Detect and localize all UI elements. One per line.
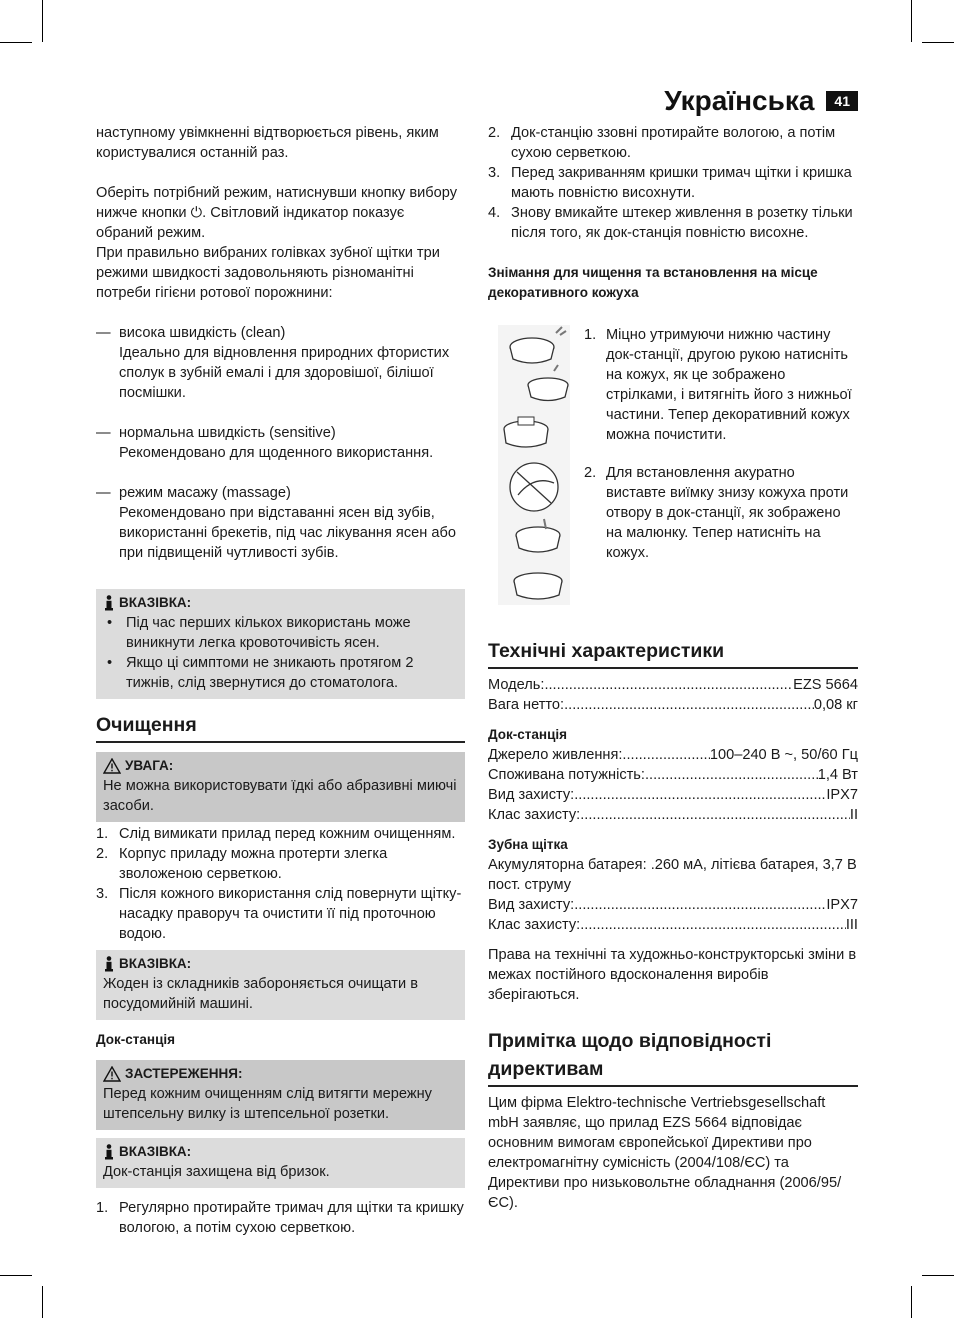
dash-marker: —	[96, 325, 111, 341]
right-column	[488, 123, 858, 1213]
caution-box	[96, 1060, 465, 1130]
left-column	[96, 123, 465, 1238]
note-title: ВКАЗІВКА:	[119, 1144, 192, 1159]
crop-mark	[42, 0, 43, 42]
mode-name: висока швидкість (clean)	[119, 325, 286, 341]
mode-item	[96, 323, 465, 403]
note-box	[96, 589, 465, 699]
note-title: ВКАЗІВКА:	[119, 595, 192, 610]
spec-row: Клас захисту: ..... III	[488, 915, 858, 935]
page-header	[664, 84, 858, 118]
warning-triangle-icon	[103, 1066, 121, 1082]
spec-row: Вид захисту: ..... IPX7	[488, 785, 858, 805]
spec-row: Споживана потужність: ..... 1,4 Вт	[488, 765, 858, 785]
caution-title: ЗАСТЕРЕЖЕННЯ:	[125, 1066, 243, 1081]
list-item: 1. Слід вимикати прилад перед кожним очищенням.	[96, 826, 456, 842]
cover-instructions	[488, 325, 858, 605]
crop-mark	[911, 1286, 912, 1318]
section-heading-cleaning: Очищення	[96, 711, 465, 743]
note-title: ВКАЗІВКА:	[119, 956, 192, 971]
subheading-dock-specs: Док-станція	[488, 727, 567, 742]
mode-item	[96, 483, 465, 563]
subheading-cover: Знімання для чищення та встановлення на місце декоративного кожуха	[488, 265, 818, 300]
spec-row: Вага нетто: ..... 0,08 кг	[488, 695, 858, 715]
list-item: 2. Док-станцію ззовні протирайте вологою, а потім сухою серветкою.	[488, 125, 836, 161]
mode-name: режим масажу (massage)	[119, 485, 291, 501]
mode-name: нормальна швидкість (sensitive)	[119, 425, 336, 441]
warning-triangle-icon	[103, 758, 121, 774]
info-icon	[103, 1144, 115, 1160]
spec-row: Клас захисту: ..... II	[488, 805, 858, 825]
list-item: 3. Після кожного використання слід повернути щітку-насадку праворуч та очистити її під проточною водою.	[96, 886, 462, 942]
subheading-dock: Док-станція	[96, 1032, 175, 1047]
info-icon	[103, 956, 115, 972]
list-item: 4. Знову вмикайте штекер живлення в розетку тільки після того, як док-станція повністю висохне.	[488, 205, 853, 241]
warning-title: УВАГА:	[125, 758, 174, 773]
section-heading-compliance: Примітка щодо відповідності директивам	[488, 1027, 858, 1087]
crop-mark	[922, 1275, 954, 1276]
spec-row: Вид захисту: ..... IPX7	[488, 895, 858, 915]
list-item: 2. Корпус приладу можна протерти злегка зволоженою серветкою.	[96, 846, 388, 882]
dash-marker: —	[96, 485, 111, 501]
note-text: Жоден із складників забороняється очищати в посудомийній машині.	[103, 976, 418, 1012]
caution-text: Перед кожним очищенням слід витягти мережну штепсельну вилку із штепсельної розетки.	[103, 1086, 432, 1122]
mode-desc: Ідеально для відновлення природних фтористих сполук в зубній емалі і для здоровішої, білішої посмішки.	[119, 345, 450, 401]
crop-mark	[42, 1286, 43, 1318]
warning-text: Не можна використовувати їдкі або абразивні миючі засоби.	[103, 778, 457, 814]
mode-item	[96, 423, 465, 463]
compliance-paragraph: Цим фірма Elektro-technische Vertriebsgesellschaft mbH заявляє, що прилад EZS 5664 відповідає основним вимогам європейської Директиви про електромагнітну сумісність (2004/108/ЄС) та Директиви про низьковольтне обладнання (2006/95/ЄС).	[488, 1095, 842, 1211]
subheading-brush-specs: Зубна щітка	[488, 837, 568, 852]
list-item: 2. Для встановлення акуратно виставте виїмку знизу кожуха проти отвору в док-станції, як зображено на малюнку. Тепер натисніть на кожух.	[584, 465, 849, 561]
mode-desc: Рекомендовано для щоденного використання.	[119, 445, 434, 461]
crop-mark	[911, 0, 912, 42]
dock-steps	[488, 123, 858, 243]
list-item: 3. Перед закриванням кришки тримач щітки і кришка мають повністю висохнути.	[488, 165, 852, 201]
info-icon	[103, 595, 115, 611]
dash-marker: —	[96, 425, 111, 441]
note-box	[96, 1138, 465, 1188]
cover-steps	[584, 325, 858, 605]
crop-mark	[0, 1275, 32, 1276]
note-text: Док-станція захищена від бризок.	[103, 1164, 330, 1180]
list-item: 1. Регулярно протирайте тримач для щітки та кришку вологою, а потім сухою серветкою.	[96, 1200, 464, 1236]
note-bullet-item: • Якщо ці симптоми не зникають протягом 2 тижнів, слід звернутися до стоматолога.	[107, 655, 414, 691]
spec-row: Модель: ..... EZS 5664	[488, 675, 858, 695]
warning-box	[96, 752, 465, 822]
cleaning-steps	[96, 824, 465, 944]
dock-steps	[96, 1198, 465, 1238]
paragraph: наступному увімкненні відтворюється рівень, яким користувалися останній раз.	[96, 125, 439, 161]
paragraph: При правильно вибраних голівках зубної щітки три режими швидкості задовольняють різноманітні потреби гігієни ротової порожнини:	[96, 245, 440, 301]
crop-mark	[922, 42, 954, 43]
page-number-badge: 41	[826, 91, 858, 111]
spec-row: Джерело живлення: ..... 100–240 В ~, 50/60 Гц	[488, 745, 858, 765]
battery-spec: Акумуляторна батарея: .260 мА, літієва батарея, 3,7 В пост. струму	[488, 857, 857, 893]
list-item: 1. Міцно утримуючи нижню частину док-станції, другою рукою натисніть на кожух, як це зображено стрілками, і витягніть його з нижньої частини. Тепер декоративний кожух можна почистити.	[584, 327, 852, 443]
crop-mark	[0, 42, 32, 43]
rights-paragraph: Права на технічні та художньо-конструкторські зміни в межах постійного вдосконалення виробів зберігаються.	[488, 947, 857, 1003]
section-heading-tech: Технічні характеристики	[488, 637, 858, 669]
dock-cover-illustration	[498, 325, 570, 605]
paragraph: Оберіть потрібний режим, натиснувши кнопку вибору нижче кнопки ⏻. Світловий індикатор показує обраний режим.	[96, 185, 458, 241]
mode-desc: Рекомендовано при відставанні ясен від зубів, використанні брекетів, під час лікування ясен або при підвищеній чутливості зубів.	[119, 505, 456, 561]
note-bullet-item: • Під час перших кількох використань може виникнути легка кровоточивість ясен.	[107, 615, 411, 651]
page-title: Українська	[664, 85, 815, 116]
note-box	[96, 950, 465, 1020]
